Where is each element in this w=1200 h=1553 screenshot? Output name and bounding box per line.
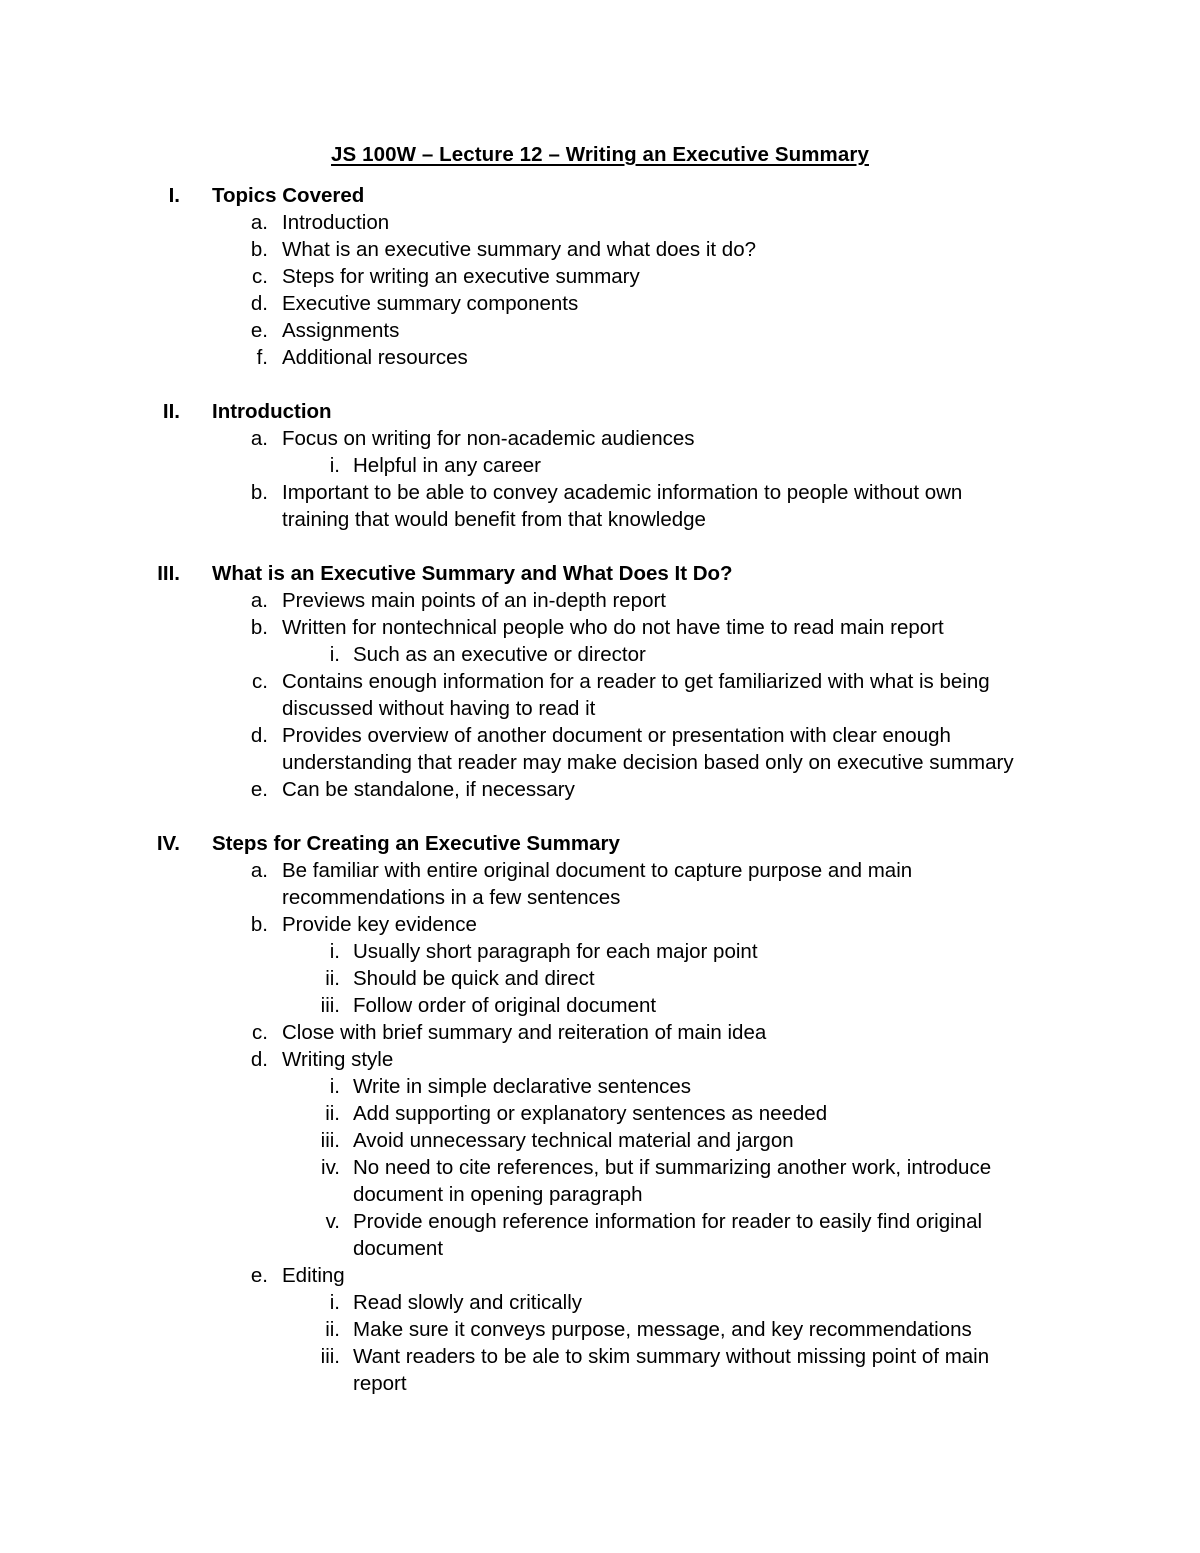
- list-marker: i.: [329, 1075, 340, 1098]
- section-heading: [0, 560, 1200, 587]
- outline-item-text: Written for nontechnical people who do not have time to read main report: [282, 616, 944, 639]
- outline-item: [0, 1262, 1200, 1289]
- list-marker: c.: [252, 670, 268, 693]
- list-marker: ii.: [325, 967, 340, 990]
- list-marker: i.: [329, 940, 340, 963]
- outline-item-text: Provide key evidence: [282, 913, 477, 936]
- outline-item-text: Additional resources: [282, 346, 468, 369]
- list-marker: ii.: [325, 1102, 340, 1125]
- outline-item: [0, 722, 1200, 749]
- list-marker: c.: [252, 265, 268, 288]
- outline-item-text: Important to be able to convey academic information to people without own: [282, 481, 963, 504]
- outline-item-text: Executive summary components: [282, 292, 579, 315]
- list-marker: iii.: [320, 1345, 340, 1368]
- outline-item: [0, 1019, 1200, 1046]
- outline-item: [0, 263, 1200, 290]
- list-marker: iii.: [320, 1129, 340, 1152]
- outline-item-text: Follow order of original document: [353, 994, 657, 1017]
- outline-item: [0, 1073, 1200, 1100]
- list-marker: c.: [252, 1021, 268, 1044]
- list-marker: a.: [250, 211, 268, 234]
- list-marker: e.: [250, 1264, 268, 1287]
- outline-item-text: Steps for writing an executive summary: [282, 265, 640, 288]
- outline-item-text: understanding that reader may make decision based only on executive summary: [282, 751, 1014, 774]
- section-heading: [0, 182, 1200, 209]
- outline-item-text: No need to cite references, but if summarizing another work, introduce: [353, 1156, 992, 1179]
- section-heading-text: Topics Covered: [212, 184, 365, 207]
- outline-item: [0, 506, 1200, 533]
- outline-item-text: Should be quick and direct: [353, 967, 595, 990]
- outline-item-text: Contains enough information for a reader to get familiarized with what is being: [282, 670, 990, 693]
- outline-item: [0, 317, 1200, 344]
- section-heading: [0, 398, 1200, 425]
- list-marker: v.: [325, 1210, 340, 1233]
- list-marker: II.: [162, 400, 180, 423]
- list-marker: b.: [250, 481, 268, 504]
- list-marker: i.: [329, 454, 340, 477]
- outline-item: [0, 587, 1200, 614]
- outline-item-text: Can be standalone, if necessary: [282, 778, 575, 801]
- outline-item: [0, 1127, 1200, 1154]
- outline-item-text: Make sure it conveys purpose, message, and key recommendations: [353, 1318, 972, 1341]
- outline-item: [0, 965, 1200, 992]
- list-marker: f.: [256, 346, 268, 369]
- outline-item: [0, 1046, 1200, 1073]
- outline-item-text: Helpful in any career: [353, 454, 542, 477]
- outline-item: [0, 1154, 1200, 1181]
- section-heading: [0, 830, 1200, 857]
- outline-item-text: Editing: [282, 1264, 345, 1287]
- list-marker: a.: [250, 427, 268, 450]
- outline-item-text: Such as an executive or director: [353, 643, 646, 666]
- list-marker: d.: [250, 292, 268, 315]
- outline-item: [0, 1100, 1200, 1127]
- outline-item-text: Close with brief summary and reiteration of main idea: [282, 1021, 767, 1044]
- outline-item-text: Read slowly and critically: [353, 1291, 583, 1314]
- outline-item-text: Assignments: [282, 319, 400, 342]
- outline-item-text: recommendations in a few sentences: [282, 886, 621, 909]
- outline-item: [0, 749, 1200, 776]
- outline-item: [0, 641, 1200, 668]
- outline-item-text: Add supporting or explanatory sentences as needed: [353, 1102, 828, 1125]
- outline-item: [0, 938, 1200, 965]
- list-marker: i.: [329, 643, 340, 666]
- outline-item: [0, 209, 1200, 236]
- outline-item: [0, 1208, 1200, 1235]
- page-title: JS 100W – Lecture 12 – Writing an Executive Summary: [331, 143, 869, 166]
- outline-item-text: document in opening paragraph: [353, 1183, 643, 1206]
- list-marker: i.: [329, 1291, 340, 1314]
- outline-item: [0, 695, 1200, 722]
- list-marker: d.: [250, 1048, 268, 1071]
- outline-item-text: Introduction: [282, 211, 390, 234]
- outline-item: [0, 452, 1200, 479]
- outline-item-text: Provides overview of another document or presentation with clear enough: [282, 724, 951, 747]
- list-marker: d.: [250, 724, 268, 747]
- outline-item-text: Write in simple declarative sentences: [353, 1075, 692, 1098]
- list-marker: iii.: [320, 994, 340, 1017]
- list-marker: iv.: [321, 1156, 340, 1179]
- outline-item: [0, 776, 1200, 803]
- outline-item: [0, 911, 1200, 938]
- outline-item-text: training that would benefit from that knowledge: [282, 508, 706, 531]
- list-marker: e.: [250, 778, 268, 801]
- outline-item-text: discussed without having to read it: [282, 697, 596, 720]
- outline-item: [0, 884, 1200, 911]
- outline-item-text: Writing style: [282, 1048, 394, 1071]
- outline-item: [0, 344, 1200, 371]
- outline-item: [0, 857, 1200, 884]
- outline-item: [0, 290, 1200, 317]
- list-marker: I.: [168, 184, 180, 207]
- outline-item: [0, 479, 1200, 506]
- outline-item-text: Provide enough reference information for reader to easily find original: [353, 1210, 983, 1233]
- outline-item-text: Previews main points of an in-depth report: [282, 589, 667, 612]
- outline-item: [0, 1370, 1200, 1397]
- list-marker: III.: [157, 562, 180, 585]
- outline-item-text: Avoid unnecessary technical material and jargon: [353, 1129, 794, 1152]
- outline-item: [0, 425, 1200, 452]
- section-heading-text: Steps for Creating an Executive Summary: [212, 832, 620, 855]
- list-marker: b.: [250, 913, 268, 936]
- outline-item: [0, 992, 1200, 1019]
- list-marker: a.: [250, 589, 268, 612]
- outline-item: [0, 1181, 1200, 1208]
- list-marker: e.: [250, 319, 268, 342]
- outline-item: [0, 1235, 1200, 1262]
- list-marker: IV.: [156, 832, 180, 855]
- outline-item-text: What is an executive summary and what does it do?: [282, 238, 757, 261]
- list-marker: b.: [250, 238, 268, 261]
- outline-item-text: Be familiar with entire original document to capture purpose and main: [282, 859, 913, 882]
- list-marker: b.: [250, 616, 268, 639]
- outline-item: [0, 236, 1200, 263]
- outline-item-text: Want readers to be ale to skim summary without missing point of main: [353, 1345, 990, 1368]
- section-heading-text: What is an Executive Summary and What Does It Do?: [212, 562, 733, 585]
- outline-item-text: document: [353, 1237, 444, 1260]
- outline-item-text: report: [353, 1372, 407, 1395]
- outline-item: [0, 614, 1200, 641]
- list-marker: a.: [250, 859, 268, 882]
- outline-item-text: Usually short paragraph for each major point: [353, 940, 758, 963]
- outline-item: [0, 668, 1200, 695]
- section-heading-text: Introduction: [212, 400, 332, 423]
- outline-item-text: Focus on writing for non-academic audiences: [282, 427, 695, 450]
- outline-item: [0, 1316, 1200, 1343]
- list-marker: ii.: [325, 1318, 340, 1341]
- outline-item: [0, 1289, 1200, 1316]
- outline-item: [0, 1343, 1200, 1370]
